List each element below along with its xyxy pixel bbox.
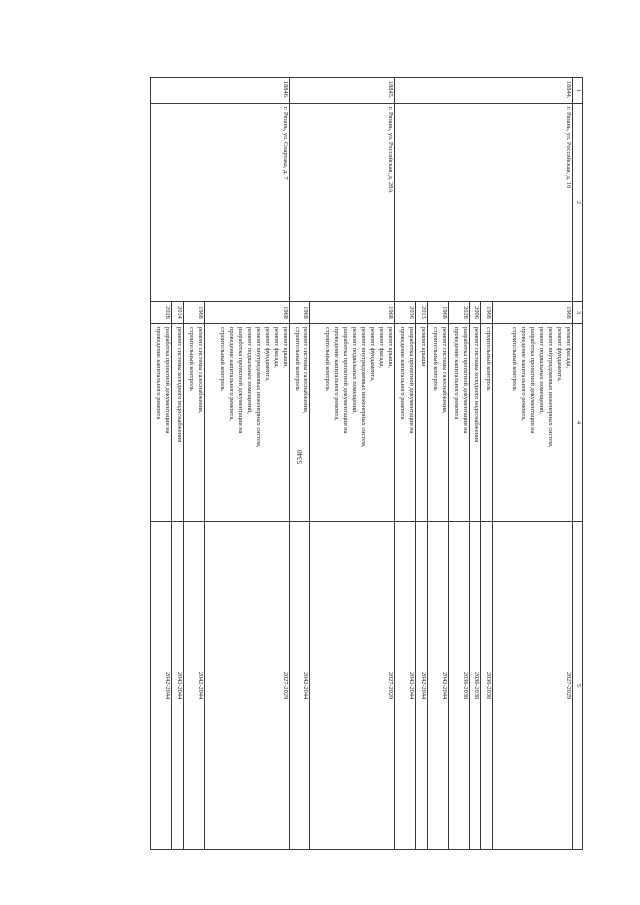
work-description-cell xyxy=(415,324,427,522)
work-line: ремонт фасада, xyxy=(378,327,386,368)
work-line: ремонт системы холодного водоснабжения xyxy=(473,327,481,443)
period-cell: 2042-2044 xyxy=(289,522,310,850)
work-line: ремонт системы газоснабжения, xyxy=(302,327,310,414)
work-line: проведение капитального ремонта, xyxy=(333,327,341,421)
work-line: проведение капитального ремонта xyxy=(398,327,406,420)
header-row xyxy=(573,78,583,850)
year-cell: 2028 xyxy=(448,302,469,324)
entry-number: 18844. xyxy=(395,78,573,104)
work-line: ремонт подвальных помещений, xyxy=(245,327,253,414)
year-cell: 2028 xyxy=(151,302,172,324)
work-description-cell xyxy=(427,324,448,522)
table-row xyxy=(493,78,573,850)
period-cell: 2036-2038 xyxy=(481,522,493,850)
period-cell: 2027-2029 xyxy=(205,522,290,850)
work-line: разработка проектной документации на xyxy=(529,327,537,434)
work-description-cell xyxy=(205,324,290,522)
work-line: строительный контроль xyxy=(431,327,439,391)
work-line: ремонт крыши xyxy=(419,327,427,367)
building-address: г. Рязань, ул. Российская, д. 16 xyxy=(395,104,573,302)
work-line: строительный контроль xyxy=(485,327,493,391)
header-cell-4: 4 xyxy=(573,324,583,522)
work-line: ремонт крыши, xyxy=(281,327,289,369)
work-line: ремонт подвальных помещений, xyxy=(351,327,359,414)
year-cell: 1968 xyxy=(427,302,448,324)
header-cell-5: 5 xyxy=(573,522,583,850)
work-description-cell xyxy=(469,324,481,522)
work-line: ремонт системы газоснабжения, xyxy=(440,327,448,414)
entry-number: 18845. xyxy=(289,78,394,104)
period-cell: 2042-2044 xyxy=(415,522,427,850)
year-cell: 2036 xyxy=(395,302,416,324)
work-description-cell xyxy=(481,324,493,522)
work-line: строительный контроль xyxy=(219,327,227,391)
year-cell: 2006 xyxy=(469,302,481,324)
work-line: строительный контроль xyxy=(293,327,301,391)
work-line: ремонт фасада, xyxy=(272,327,280,368)
page-number: 5340 xyxy=(296,450,304,464)
work-line: разработка проектной документации на xyxy=(164,327,172,434)
period-cell: 2036-2038 xyxy=(448,522,469,850)
period-cell: 2042-2044 xyxy=(184,522,205,850)
building-address: г. Рязань, ул. Российская, д. 28А xyxy=(289,104,394,302)
work-line: проведение капитального ремонта xyxy=(452,327,460,420)
building-address: г. Рязань, ул. Спартака, д. 7 xyxy=(151,104,289,302)
work-description-cell xyxy=(184,324,205,522)
year-cell: 1968 xyxy=(481,302,493,324)
work-line: ремонт системы холодного водоснабжения xyxy=(176,327,184,443)
work-line: ремонт внутридомовых инженерных систем, xyxy=(360,327,368,448)
work-line: разработка проектной документации на xyxy=(342,327,350,434)
work-line: ремонт подвальных помещений, xyxy=(538,327,546,414)
work-description-cell xyxy=(448,324,469,522)
period-cell: 2027-2029 xyxy=(493,522,573,850)
work-description-cell xyxy=(172,324,184,522)
work-line: ремонт фундамента, xyxy=(556,327,564,382)
work-line: ремонт внутридомовых инженерных систем, xyxy=(254,327,262,448)
work-line: строительный контроль xyxy=(511,327,519,391)
work-line: ремонт фасада, xyxy=(565,327,572,368)
work-line: ремонт фундамента, xyxy=(369,327,377,382)
repair-schedule-table-container xyxy=(81,77,583,849)
header-cell-2: 2 xyxy=(573,104,583,302)
work-line: строительный контроль xyxy=(324,327,332,391)
work-line: ремонт внутридомовых инженерных систем, xyxy=(547,327,555,448)
year-cell: 1968 xyxy=(289,302,310,324)
work-line: ремонт системы газоснабжения, xyxy=(197,327,205,414)
work-line: проведение капитального ремонта xyxy=(155,327,163,420)
year-cell: 1968 xyxy=(205,302,290,324)
table-row xyxy=(205,78,290,850)
work-description-cell xyxy=(395,324,416,522)
year-cell: 1968 xyxy=(184,302,205,324)
period-cell: 2036-2038 xyxy=(469,522,481,850)
year-cell: 2014 xyxy=(172,302,184,324)
period-cell: 2042-2044 xyxy=(151,522,172,850)
work-line: строительный контроль xyxy=(188,327,196,391)
header-cell-1: 1 xyxy=(573,78,583,104)
period-cell: 2042-2044 xyxy=(395,522,416,850)
work-description-cell xyxy=(151,324,172,522)
repair-schedule-table xyxy=(150,77,583,850)
period-cell: 2042-2044 xyxy=(172,522,184,850)
work-line: разработка проектной документации на xyxy=(407,327,415,434)
year-cell: 2013 xyxy=(415,302,427,324)
period-cell: 2027-2029 xyxy=(310,522,395,850)
work-line: разработка проектной документации на xyxy=(461,327,469,434)
work-description-cell xyxy=(289,324,310,522)
entry-number: 18846. xyxy=(151,78,289,104)
year-cell: 1968 xyxy=(310,302,395,324)
period-cell: 2042-2044 xyxy=(427,522,448,850)
work-description-cell xyxy=(310,324,395,522)
work-line: разработка проектной документации на xyxy=(236,327,244,434)
year-cell: 1968 xyxy=(493,302,573,324)
work-line: проведение капитального ремонта, xyxy=(520,327,528,421)
work-description-cell xyxy=(493,324,573,522)
work-line: ремонт фундамента, xyxy=(263,327,271,382)
header-cell-3: 3 xyxy=(573,302,583,324)
rotated-table-frame xyxy=(81,77,583,849)
work-line: ремонт крыши, xyxy=(387,327,394,369)
work-line: проведение капитального ремонта, xyxy=(228,327,235,421)
table-row xyxy=(310,78,395,850)
